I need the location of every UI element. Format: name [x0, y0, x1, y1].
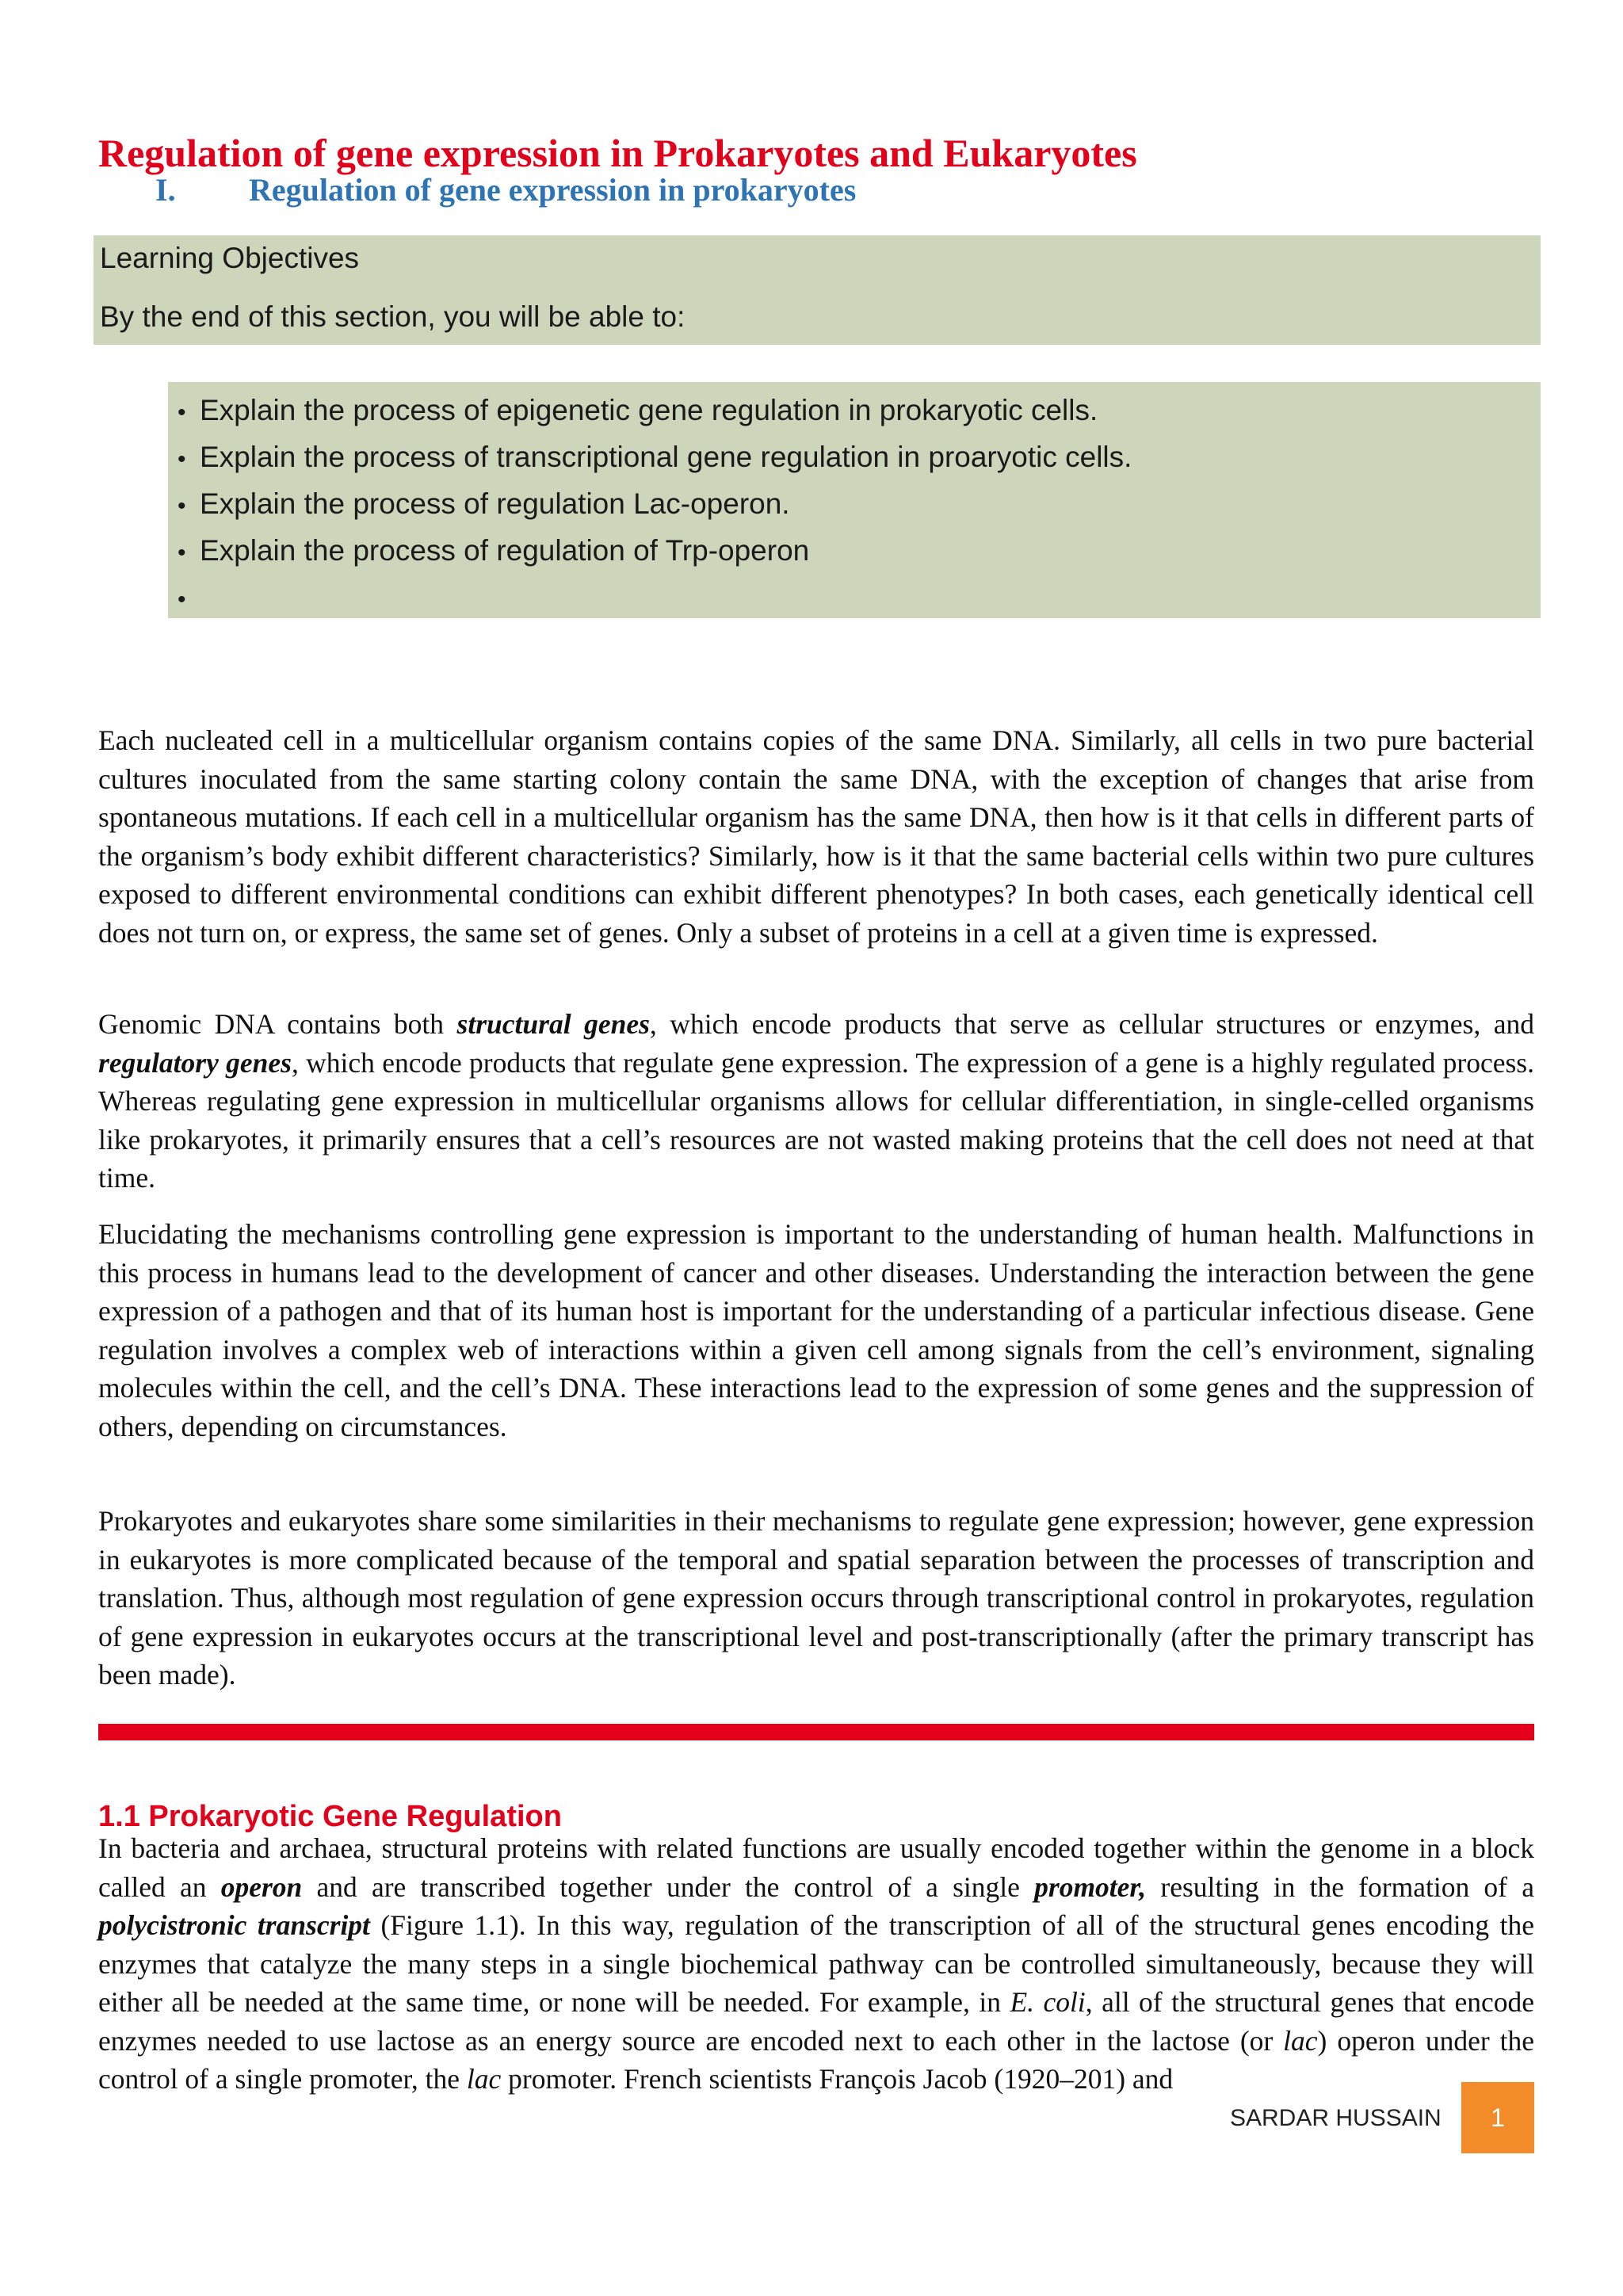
- learning-objectives-box: [94, 235, 1541, 345]
- objective-item: [178, 480, 1132, 527]
- text-run: , which encode products that serve as cellular structures or enzymes, and: [649, 1008, 1534, 1040]
- bullet-icon: •: [178, 586, 186, 613]
- text-run: ) operon under the control of a single promoter, the: [98, 2024, 1534, 2095]
- section-title: Regulation of gene expression in prokaryotes: [249, 172, 857, 208]
- text-run: promoter. French scientists François Jacob (1920–201) and: [501, 2063, 1174, 2095]
- objective-item: [178, 527, 1132, 574]
- document-title: Regulation of gene expression in Prokaryotes and Eukaryotes: [98, 130, 1137, 175]
- page-number-badge: 1: [1461, 2082, 1534, 2153]
- section-number: I.: [155, 172, 176, 208]
- text-run: (Figure 1.1). In this way, regulation of the transcription of all of the structural genes encoding the enzymes that catalyze the many steps in a single biochemical pathway can be controlled simultaneously, because they will either all be needed at the same time, or none will be needed. For example, in: [98, 1909, 1535, 2018]
- subsection-heading: 1.1 Prokaryotic Gene Regulation: [98, 1799, 562, 1833]
- bullet-icon: •: [178, 540, 186, 566]
- body-paragraph-4: Prokaryotes and eukaryotes share some similarities in their mechanisms to regulate gene expression; however, gene expression in eukaryotes is more complicated because of the temporal and spatial separation between the processes of transcription and translation. Thus, although most regulation of gene expression occurs through transcriptional control in prokaryotes, regulation of gene expression in eukaryotes occurs at the transcriptional level and post-transcriptionally (after the primary transcript has been made).: [98, 1505, 1534, 1690]
- term-structural-genes: structural genes: [456, 1008, 650, 1040]
- objective-item: [178, 574, 1132, 621]
- term-operon: operon: [220, 1870, 303, 1903]
- term-lac: lac: [466, 2063, 502, 2095]
- term-polycistronic-transcript: polycistronic transcript: [98, 1909, 370, 1941]
- text-run: , which encode products that regulate gene expression. The expression of a gene is a highly regulated process. Whereas regulating gene expression in multicellular organisms allows for cellular differentiation, in single-celled organisms like prokaryotes, it primarily ensures that a cell’s resources are not wasted making proteins that the cell does not need at that time.: [98, 1046, 1534, 1194]
- footer-author: SARDAR HUSSAIN: [1230, 2105, 1442, 2131]
- term-promoter: promoter,: [1034, 1870, 1147, 1903]
- body-paragraph-3: Elucidating the mechanisms controlling gene expression is important to the understanding of human health. Malfunctions in this process in humans lead to the development of cancer and other diseases. Understanding the interaction between the gene expression of a pathogen and that of its human host is important for the understanding of a particular infectious disease. Gene regulation involves a complex web of interactions within a given cell among signals from the cell’s environment, signaling molecules within the cell, and the cell’s DNA. These interactions lead to the expression of some genes and the suppression of others, depending on circumstances.: [98, 1218, 1534, 1442]
- objectives-list-box: [168, 382, 1541, 618]
- section-divider: [98, 1724, 1534, 1740]
- bullet-icon: •: [178, 399, 186, 426]
- learning-objectives-intro: By the end of this section, you will be able to:: [100, 300, 685, 333]
- learning-objectives-heading: Learning Objectives: [100, 242, 360, 274]
- text-run: and are transcribed together under the control of a single: [302, 1870, 1035, 1903]
- text-run: Genomic DNA contains both: [98, 1008, 457, 1040]
- text-run: resulting in the formation of a: [1146, 1870, 1534, 1903]
- bullet-icon: •: [178, 446, 186, 472]
- body-paragraph-1: Each nucleated cell in a multicellular organism contains copies of the same DNA. Similarly, all cells in two pure bacterial cultures inoculated from the same starting colony contain the same DNA, with the exception of changes that arise from spontaneous mutations. If each cell in a multicellular organism has the same DNA, then how is it that cells in different parts of the organism’s body exhibit different characteristics? Similarly, how is it that the same bacterial cells within two pure cultures exposed to different environmental conditions can exhibit different phenotypes? In both cases, each genetically identical cell does not turn on, or express, the same set of genes. Only a subset of proteins in a cell at a given time is expressed.: [98, 724, 1534, 949]
- term-lac: lac: [1283, 2024, 1318, 2057]
- objectives-list: [178, 387, 1132, 621]
- objective-item: [178, 387, 1132, 434]
- objective-text: Explain the process of regulation Lac-operon.: [200, 487, 790, 520]
- bullet-icon: •: [178, 493, 186, 519]
- text-run: , all of the structural genes that encode enzymes needed to use lactose as an energy source are encoded next to each other in the lactose (or: [98, 1986, 1534, 2057]
- text-run: In bacteria and archaea, structural proteins with related functions are usually encoded together within the genome in a block called an: [98, 1832, 1534, 1903]
- body-paragraph-5: [98, 1829, 1534, 2099]
- term-regulatory-genes: regulatory genes: [98, 1046, 292, 1079]
- objective-text: Explain the process of transcriptional gene regulation in proaryotic cells.: [200, 441, 1132, 473]
- objective-text: Explain the process of regulation of Trp-operon: [200, 534, 810, 567]
- objective-text: Explain the process of epigenetic gene regulation in prokaryotic cells.: [200, 394, 1098, 426]
- section-heading: [155, 170, 1503, 211]
- objective-item: [178, 434, 1132, 480]
- body-paragraph-2: [98, 1005, 1534, 1198]
- term-e-coli: E. coli: [1010, 1986, 1086, 2018]
